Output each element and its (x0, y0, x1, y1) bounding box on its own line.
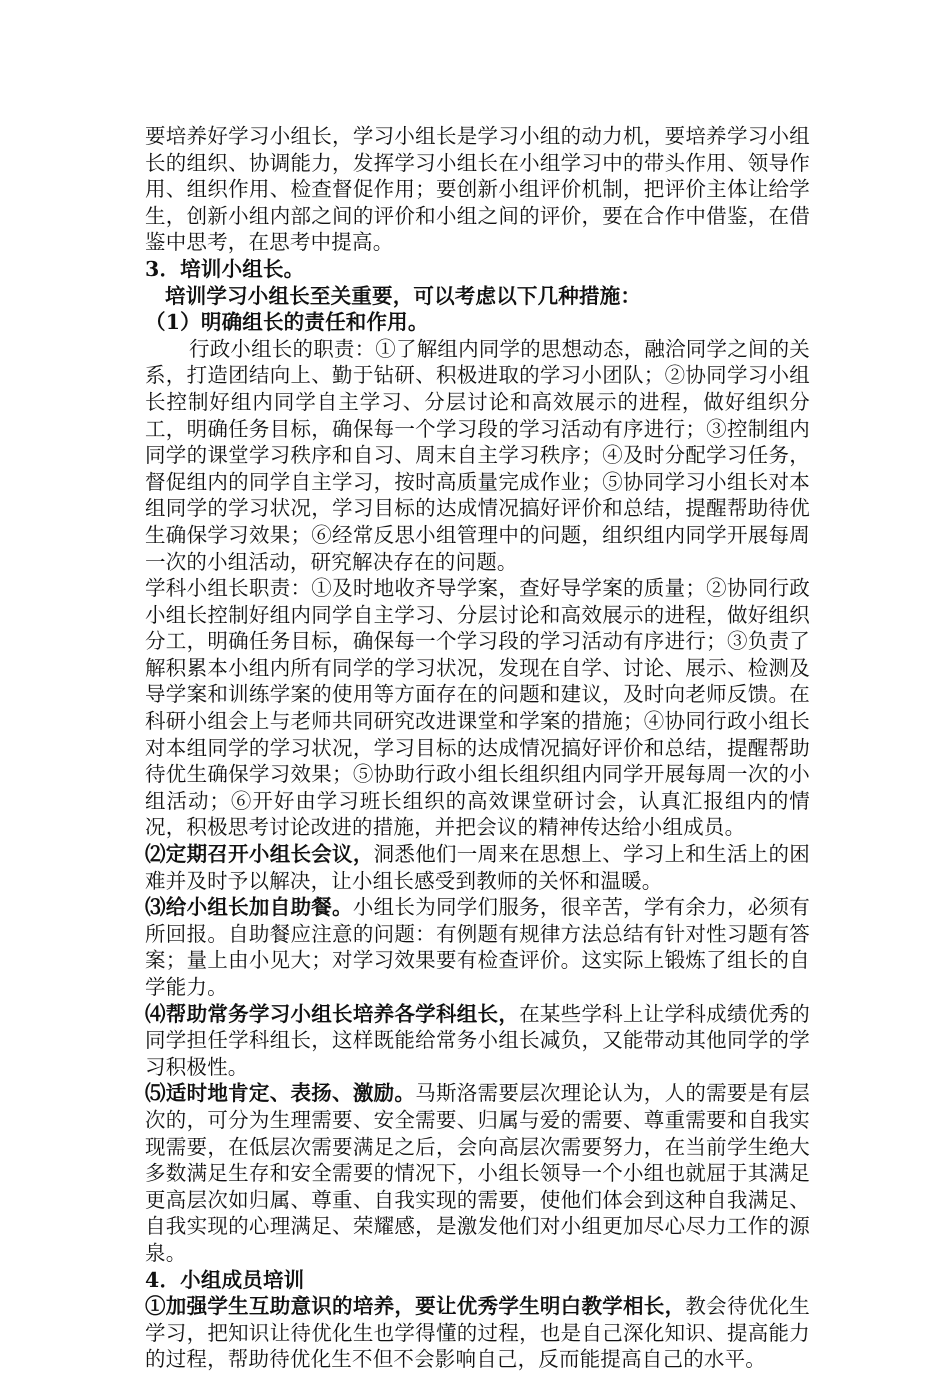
section-subheading: 培训学习小组长至关重要，可以考虑以下几种措施： (165, 283, 642, 308)
document-body (145, 123, 810, 1373)
item-5-text: 马斯洛需要层次理论认为，人的需要是有层次的，可分为生理需要、安全需要、归属与爱的需要、尊重需要和自我实现需要，在低层次需要满足之后，会向高层次需要努力，在当前学生绝大多数满足生存和安全需要的情况下，小组长领导一个小组也就屈于其满足更高层次如归属、尊重、自我实现的需要，使他们体会到这种自我满足、自我实现的心理满足、荣耀感，是激发他们对小组更加尽心尽力工作的源泉。 (145, 1081, 810, 1265)
item-3-text: 小组长为同学们服务，很辛苦，学有余力，必须有所回报。自助餐应注意的问题：有例题有规律方法总结有针对性习题有答案；量上由小见大；对学习效果要有检查评价。这实际上锻炼了组长的自学能力。 (145, 895, 810, 999)
item-3-lead: ⑶给小组长加自助餐。 (145, 895, 353, 920)
paragraph-subject-leader-duties: 学科小组长职责：①及时地收齐导学案，查好导学案的质量；②协同行政小组长控制好组内同学自主学习、分层讨论和高效展示的进程，做好组织分工，明确任务目标，确保每一个学习段的学习活动有序进行；③负责了解积累本小组内所有同学的学习状况，发现在自学、讨论、展示、检测及导学案和训练学案的使用等方面存在的问题和建议，及时向老师反馈。在科研小组会上与老师共同研究改进课堂和学案的措施；④协同行政小组长对本组同学的学习状况，学习目标的达成情况搞好评价和总结，提醒帮助待优生确保学习效果；⑤协助行政小组长组织组内同学开展每周一次的小组活动；⑥开好由学习班长组织的高效课堂研讨会，认真汇报组内的情况，积极思考讨论改进的措施，并把会议的精神传达给小组成员。 (145, 576, 810, 840)
item-5-lead: ⑸适时地肯定、表扬、激励。 (145, 1081, 416, 1106)
paragraph-item-5 (145, 1080, 810, 1266)
paragraph-intro: 要培养好学习小组长，学习小组长是学习小组的动力机，要培养学习小组长的组织、协调能力，发挥学习小组长在小组学习中的带头作用、领导作用、组织作用、检查督促作用；要创新小组评价机制，把评价主体让给学生，创新小组内部之间的评价和小组之间的评价，要在合作中借鉴，在借鉴中思考，在思考中提高。 (145, 124, 810, 255)
item-2-lead: ⑵定期召开小组长会议， (145, 842, 374, 867)
paragraph-item-3 (145, 894, 810, 1000)
paragraph-item-4 (145, 1001, 810, 1081)
item-4-text: 在某些学科上让学科成绩优秀的同学担任学科组长，这样既能给常务小组长减负，又能带动其他同学的学习积极性。 (145, 1001, 810, 1079)
member-training-1-text: 教会待优化生学习，把知识让待优化生也学得懂的过程，也是自己深化知识、提高能力的过程，帮助待优化生不但不会影响自己，反而能提高自己的水平。 (145, 1294, 810, 1372)
subsection-heading-1: （1）明确组长的责任和作用。 (145, 310, 429, 335)
section-heading-3: 3．培训小组长。 (145, 256, 305, 281)
section-heading-4: 4．小组成员培训 (145, 1267, 305, 1292)
item-2-text: 洞悉他们一周来在思想上、学习上和生活上的困难并及时予以解决，让小组长感受到教师的关怀和温暖。 (145, 842, 810, 893)
item-4-lead: ⑷帮助常务学习小组长培养各学科组长， (145, 1001, 520, 1026)
paragraph-admin-leader-duties: 行政小组长的职责：①了解组内同学的思想动态，融洽同学之间的关系，打造团结向上、勤于钻研、积极进取的学习小团队；②协同学习小组长控制好组内同学自主学习、分层讨论和高效展示的进程，做好组织分工，明确任务目标，确保每一个学习段的学习活动有序进行；③控制组内同学的课堂学习秩序和自习、周末自主学习秩序；④及时分配学习任务，督促组内的同学自主学习，按时高质量完成作业；⑤协同学习小组长对本组同学的学习状况，学习目标的达成情况搞好评价和总结，提醒帮助待优生确保学习效果；⑥经常反思小组管理中的问题，组织组内同学开展每周一次的小组活动，研究解决存在的问题。 (145, 336, 810, 574)
member-training-1-lead: ①加强学生互助意识的培养，要让优秀学生明白教学相长， (145, 1294, 686, 1319)
paragraph-item-2 (145, 841, 810, 894)
paragraph-member-training-1 (145, 1293, 810, 1373)
